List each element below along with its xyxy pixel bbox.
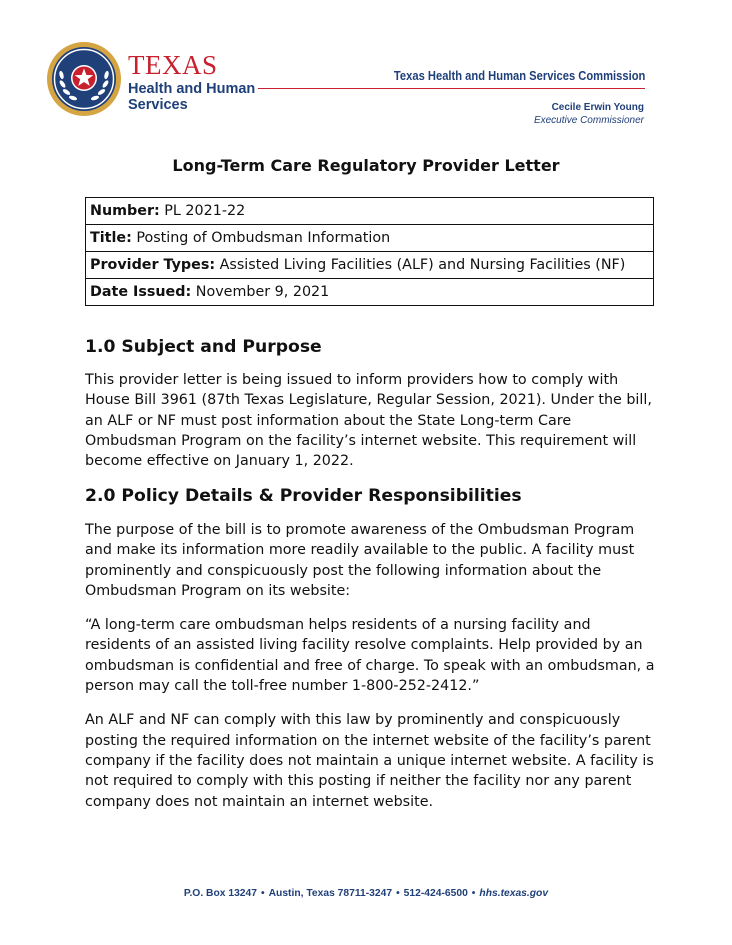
quoted-notice: “A long-term care ombudsman helps residents of a nursing facility and residents of an assisted living facility resolve complaints. Help provided by an ombudsman is confidential and free of charge. To speak with an ombudsman, a person may call the toll-free number 1-800-252-2412.”: [85, 617, 655, 695]
letter-info-table: [85, 197, 654, 306]
info-label: Date Issued:: [90, 284, 192, 300]
texas-star-seal-icon: [46, 41, 122, 117]
commission-name: Texas Health and Human Services Commission: [393, 68, 645, 83]
section-paragraph: An ALF and NF can comply with this law by prominently and conspicuously posting the required information on the internet website of the facility’s parent company if the facility does not maintain a unique internet website. A facility is not required to comply with this posting if neither the facility nor any parent company does not maintain an internet website.: [85, 712, 654, 810]
table-row: [86, 279, 654, 306]
section-policy-details: [85, 486, 660, 812]
info-value: Posting of Ombudsman Information: [136, 230, 391, 246]
section-heading: 1.0 Subject and Purpose: [85, 337, 322, 357]
agency-logo: [128, 52, 258, 113]
info-cell: [86, 279, 654, 306]
footer-po-box: P.O. Box 13247: [183, 888, 257, 899]
section-paragraph: This provider letter is being issued to inform providers how to comply with House Bill 3961 (87th Texas Legislature, Regular Session, 2021). Under the bill, an ALF or NF must post information about the State Long-term Care Ombudsman Program on the facility’s internet website. This requirement will become effective on January 1, 2022.: [85, 372, 652, 470]
section-heading: 2.0 Policy Details & Provider Responsibilities: [85, 486, 522, 506]
footer-separator: •: [261, 888, 265, 899]
section-subject-purpose: [85, 337, 660, 471]
footer-separator: •: [471, 888, 476, 899]
commissioner-block: [534, 101, 644, 127]
info-label: Provider Types:: [90, 257, 216, 273]
info-label: Number:: [90, 203, 160, 219]
logo-word: TEXAS: [128, 50, 218, 80]
footer-phone: 512-424-6500: [403, 888, 468, 899]
info-cell: [86, 225, 654, 252]
page-title: Long-Term Care Regulatory Provider Letter: [172, 156, 560, 175]
info-value: PL 2021-22: [164, 203, 246, 219]
info-value: Assisted Living Facilities (ALF) and Nursing Facilities (NF): [219, 257, 626, 273]
header-divider: [258, 88, 645, 89]
commissioner-name: Cecile Erwin Young: [551, 102, 644, 113]
info-cell: [86, 198, 654, 225]
info-label: Title:: [90, 230, 132, 246]
table-row: [86, 198, 654, 225]
footer-separator: •: [396, 888, 400, 899]
table-row: [86, 252, 654, 279]
logo-subtitle: Health and Human Services: [128, 81, 256, 113]
table-row: [86, 225, 654, 252]
footer-website-link[interactable]: hhs.texas.gov: [479, 888, 549, 899]
info-value: November 9, 2021: [195, 284, 330, 300]
page-footer: [0, 888, 732, 899]
footer-city: Austin, Texas 78711-3247: [268, 888, 393, 899]
commissioner-title: Executive Commissioner: [533, 115, 644, 126]
info-cell: [86, 252, 654, 279]
section-paragraph: The purpose of the bill is to promote awareness of the Ombudsman Program and make its information more readily available to the public. A facility must prominently and conspicuously post the following information about the Ombudsman Program on its website:: [85, 522, 635, 599]
